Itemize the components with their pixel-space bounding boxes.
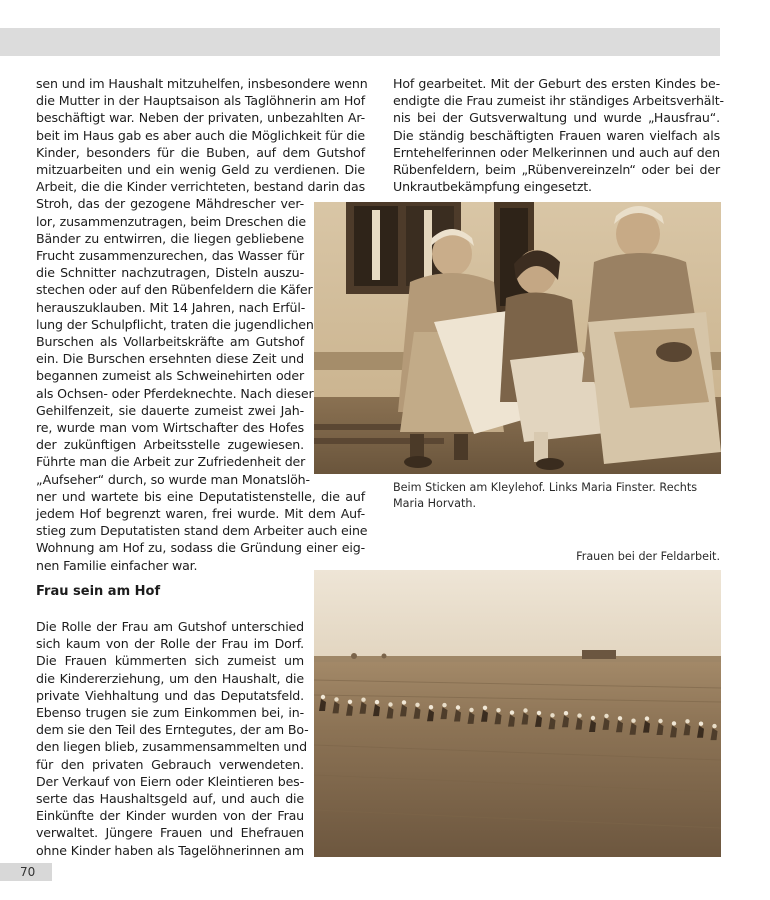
text-line: die Schnitter nachzutragen, Disteln auszu-	[36, 265, 304, 281]
photo-women-embroidering-image	[314, 202, 721, 474]
text-line: Führte man die Arbeit zur Zufriedenheit der	[36, 454, 306, 470]
caption-line: Maria Horvath.	[393, 496, 476, 510]
text-line: Stroh, das der gezogene Mähdrescher ver-	[36, 196, 304, 212]
text-line: re, wurde man vom Wirtschafter des Hofes	[36, 420, 304, 436]
text-line: lung der Schulpflicht, traten die jugendlichen	[36, 316, 314, 332]
photo-caption-embroidering	[393, 480, 720, 511]
text-line: jedem Hof begrenzt waren, frei wurde. Mit dem Auf-	[36, 506, 365, 522]
text-line: den liegen blieb, zusammensammelten und	[36, 739, 307, 755]
text-line: nis bei der Gutsverwaltung und wurde „Hausfrau“.	[393, 110, 720, 126]
text-line: Kinder, besonders für die Buben, auf dem Gutshof	[36, 144, 365, 160]
page-number: 70	[20, 865, 36, 879]
text-line: endigte die Frau zumeist ihr ständiges Arbeitsverhält-	[393, 93, 724, 109]
text-line: Einkünfte der Kinder wurden von der Frau	[36, 808, 304, 824]
photo-women-fieldwork	[314, 570, 721, 857]
text-line: begannen zumeist als Schweinehirten oder	[36, 368, 304, 384]
section-heading: Frau sein am Hof	[36, 584, 161, 599]
text-line: Erntehelferinnen oder Melkerinnen und auch auf den	[393, 144, 720, 160]
photo-caption-fieldwork: Frauen bei der Feldarbeit.	[576, 550, 720, 563]
text-line: Die ständig beschäftigten Frauen waren vielfach als	[393, 127, 720, 143]
text-line: Burschen als Vollarbeitskräfte am Gutshof	[36, 334, 304, 350]
text-line: ner und wartete bis eine Deputatistenstelle, die auf	[36, 488, 365, 504]
text-line: sen und im Haushalt mitzuhelfen, insbesondere wenn	[36, 76, 368, 91]
text-line: die Kindererziehung, um den Haushalt, die	[36, 670, 304, 686]
text-line: Arbeit, die die Kinder verrichteten, bestand darin das	[36, 179, 365, 195]
text-line: Unkrautbekämpfung eingesetzt.	[393, 179, 592, 195]
header-bar	[0, 28, 720, 56]
text-line: als Ochsen- oder Pferdeknechte. Nach dieser	[36, 385, 314, 401]
text-line: die Mutter in der Hauptsaison als Taglöhnerin am Hof	[36, 93, 365, 109]
text-line: Wohnung am Hof zu, sodass die Gründung einer eig-	[36, 540, 365, 556]
text-line: stieg zum Deputatisten stand dem Arbeiter auch eine	[36, 523, 368, 539]
text-line: lor, zusammenzutragen, beim Dreschen die	[36, 213, 306, 229]
text-line: Hof gearbeitet. Mit der Geburt des ersten Kindes be-	[393, 76, 720, 91]
text-line: „Aufseher“ durch, so wurde man Monatslöh-	[36, 471, 310, 487]
text-line: Der Verkauf von Eiern oder Kleintieren bes-	[36, 773, 304, 789]
text-line: Rübenfeldern, beim „Rübenvereinzeln“ oder bei der	[393, 162, 720, 178]
photo-women-embroidering	[314, 202, 721, 474]
text-line: Die Rolle der Frau am Gutshof unterschied	[36, 619, 304, 634]
text-line: für den privaten Gebrauch verwendeten.	[36, 756, 304, 772]
text-line: Bänder zu entwirren, die liegen gebliebene	[36, 230, 304, 246]
text-line: Ebenso trugen sie zum Einkommen bei, in-	[36, 705, 304, 721]
text-line: der zukünftigen Arbeitsstelle zugewiesen.	[36, 437, 304, 453]
text-line: serte das Haushaltsgeld auf, und auch die	[36, 791, 304, 807]
right-paragraph-1	[393, 75, 724, 195]
text-line: stechen oder auf den Rübenfeldern die Käfer	[36, 282, 313, 298]
text-line: nen Familie einfacher war.	[36, 557, 198, 573]
text-line: Frucht zusammenzurechen, das Wasser für	[36, 248, 304, 264]
text-line: sich kaum von der Rolle der Frau im Dorf.	[36, 636, 304, 652]
text-line: dem sie den Teil des Erntegutes, der am Bo-	[36, 722, 309, 738]
left-paragraph-2	[36, 618, 309, 859]
text-line: Gehilfenzeit, sie dauerte zumeist zwei Jah-	[36, 402, 304, 418]
text-line: private Viehhaltung und das Deputatsfeld.	[36, 687, 304, 703]
text-line: beschäftigt war. Neben der privaten, unbezahlten Ar-	[36, 110, 365, 126]
text-line: verwaltet. Jüngere Frauen und Ehefrauen	[36, 825, 304, 841]
text-line: beit im Haus gab es aber auch die Möglichkeit für die	[36, 127, 365, 143]
caption-line: Beim Sticken am Kleylehof. Links Maria Finster. Rechts	[393, 481, 698, 494]
text-line: herauszuklauben. Mit 14 Jahren, nach Erfül-	[36, 299, 306, 315]
text-line: Die Frauen kümmerten sich zumeist um	[36, 653, 304, 669]
page-number-box	[0, 863, 52, 881]
photo-women-fieldwork-image	[314, 570, 721, 857]
text-line: ohne Kinder haben als Tagelöhnerinnen am	[36, 842, 304, 858]
text-line: ein. Die Burschen ersehnten diese Zeit und	[36, 351, 304, 367]
text-line: mitzuarbeiten und ein wenig Geld zu verdienen. Die	[36, 162, 365, 178]
